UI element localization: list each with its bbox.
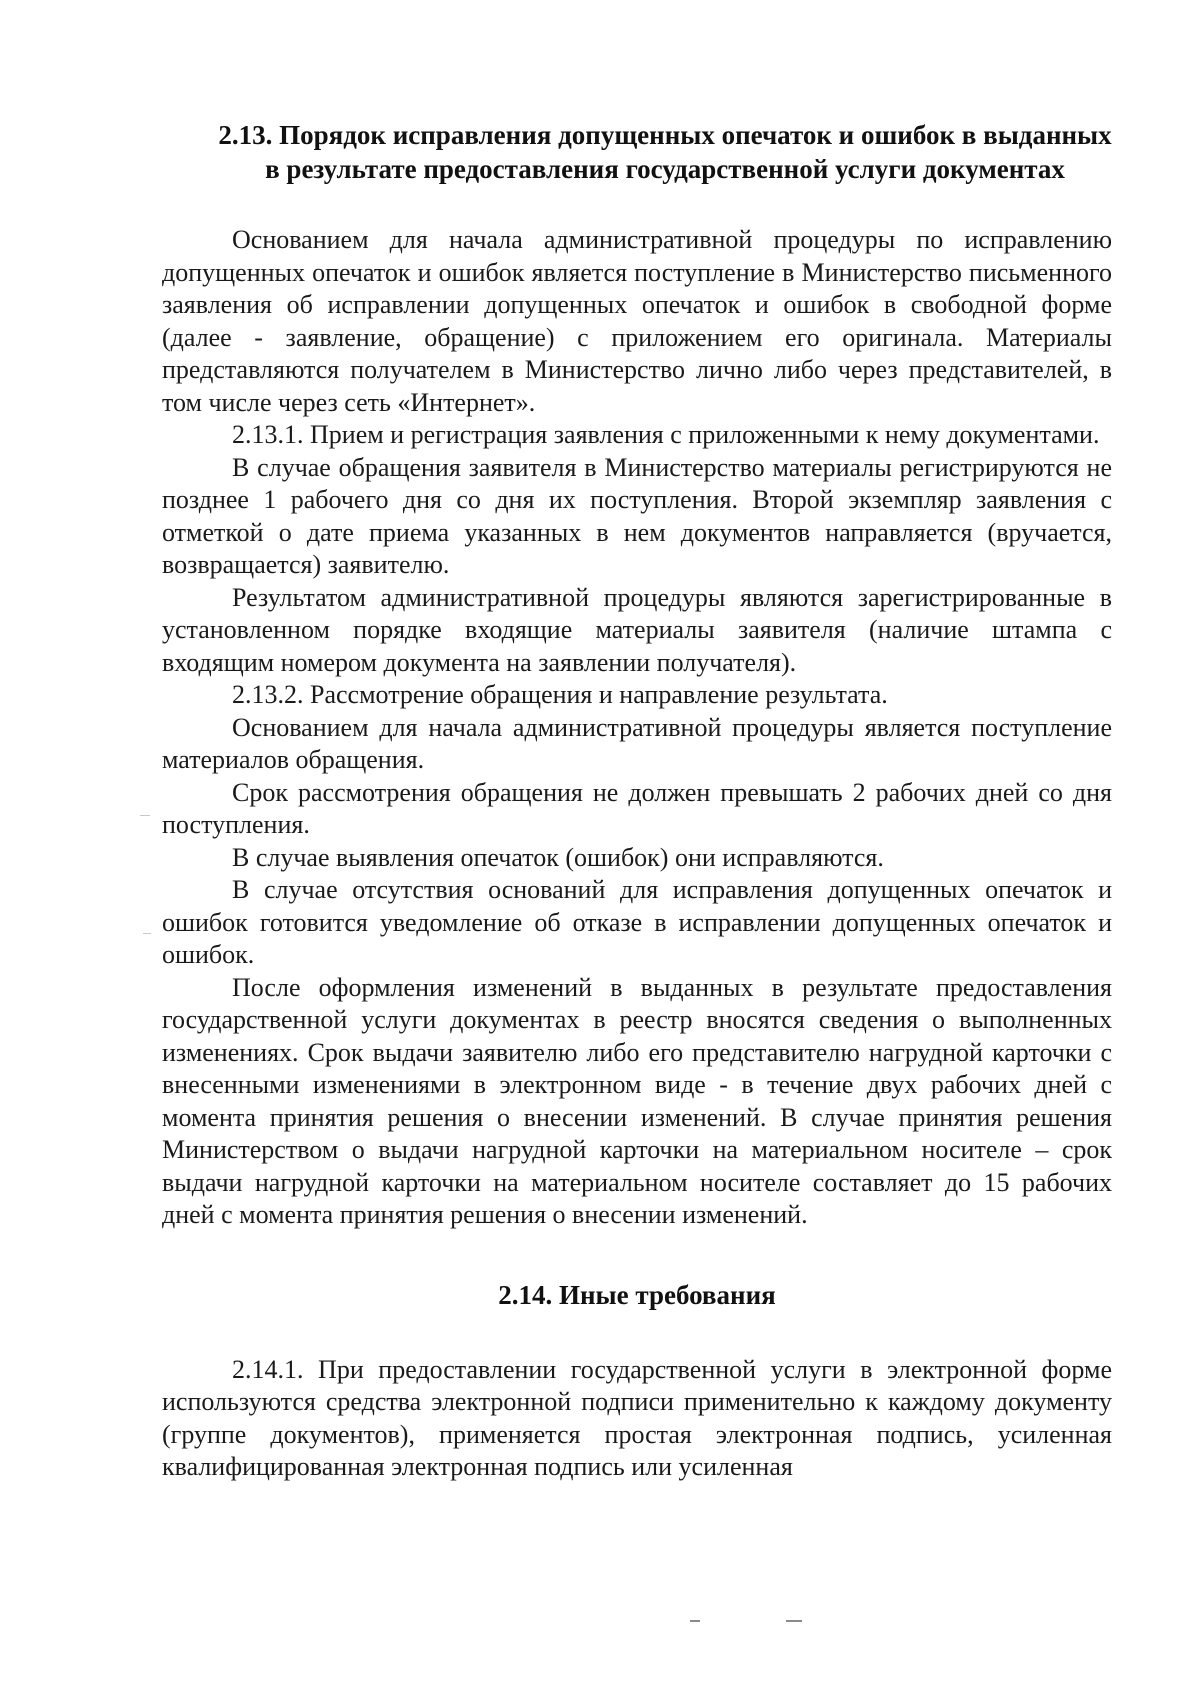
paragraph-basis: Основанием для начала административной процедуры по исправлению допущенных опечаток и ошибок является поступление в Министерство письменного заявления об исправлении допущенных опечаток и ошибок в свободной форме (далее - заявление, обращение) с приложением его оригинала. Материалы представляются получателем в Министерство лично либо через представителей, в том числе через сеть «Интернет». [162,225,1112,417]
paragraph-changes-issuance: После оформления изменений в выданных в результате предоставления государственной услуги документах в реестр вносятся сведения о выполненных изменениях. Срок выдачи заявителю либо его представителю нагрудной карточки с внесенными изменениями в электронном виде - в течение двух рабочих дней с момента принятия решения о внесении изменений. В случае принятия решения Министерством о выдачи нагрудной карточки на материальном носителе – срок выдачи нагрудной карточки на материальном носителе составляет до 15 рабочих дней с момента принятия решения о внесении изменений. [162,972,1112,1229]
section-2-14-heading: 2.14. Иные требования [498,1279,776,1310]
paragraph-2-14-1: 2.14.1. При предоставлении государственной услуги в электронной форме используются средства электронной подписи применительно к каждому документу (группе документов), применяется простая электронная подпись, усиленная квалифицированная электронная подпись или усиленная [162,1354,1112,1481]
section-2-13-heading: 2.13. Порядок исправления допущенных опечаток и ошибок в выданных в результате предоставления государственной услуги документах [218,120,1112,184]
scan-artifact [143,933,151,934]
paragraph-registration: В случае обращения заявителя в Министерство материалы регистрируются не позднее 1 рабочего дня со дня их поступления. Второй экземпляр заявления с отметкой о дате приема указанных в нем документов направляется (вручается, возвращается) заявителю. [162,452,1112,579]
paragraph-2-13-1-title: 2.13.1. Прием и регистрация заявления с приложенными к нему документами. [232,420,1100,449]
document-body [162,118,1112,1484]
paragraph-basis-review: Основанием для начала административной процедуры является поступление материалов обращения. [162,712,1112,774]
paragraph-errors-fixed: В случае выявления опечаток (ошибок) они исправляются. [232,842,884,872]
paragraph-result: Результатом административной процедуры являются зарегистрированные в установленном порядке входящие материалы заявителя (наличие штампа с входящим номером документа на заявлении получателя). [162,582,1112,677]
paragraph-review-term: Срок рассмотрения обращения не должен превышать 2 рабочих дней со дня поступления. [162,777,1112,839]
scan-artifact [140,815,150,816]
scan-footer-artifact [690,1613,802,1629]
paragraph-refusal-notice: В случае отсутствия оснований для исправления допущенных опечаток и ошибок готовится уведомление об отказе в исправлении допущенных опечаток и ошибок. [162,875,1112,969]
paragraph-2-13-2-title: 2.13.2. Рассмотрение обращения и направление результата. [232,680,888,709]
